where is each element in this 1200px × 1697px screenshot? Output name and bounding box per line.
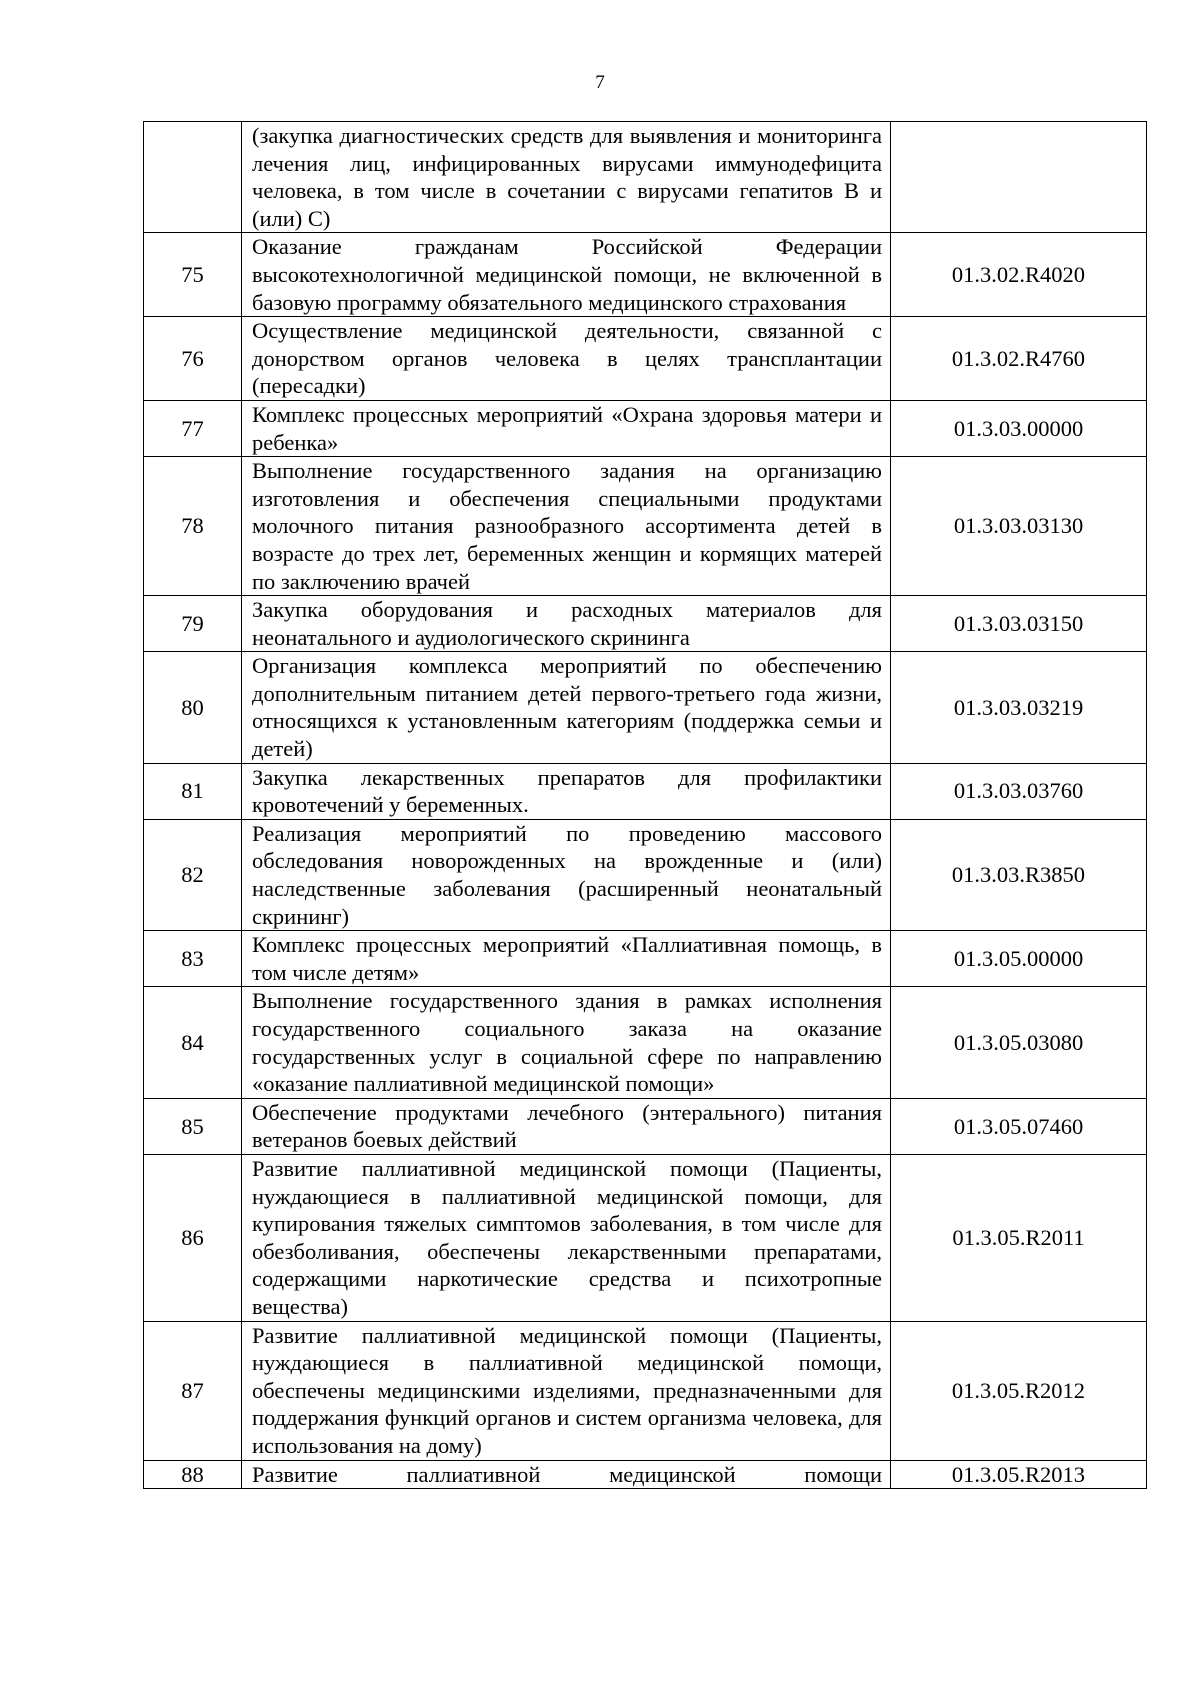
row-number: 85: [144, 1098, 242, 1154]
row-description: (закупка диагностических средств для выявления и мониторинга лечения лиц, инфицированных вирусами иммунодефицита человека, в том числе в сочетании с вирусами гепатитов В и (или) С): [242, 122, 891, 233]
table-row: [144, 931, 1147, 987]
row-description: Выполнение государственного здания в рамках исполнения государственного социального заказа на оказание государственных услуг в социальной сфере по направлению «оказание паллиативной медицинской помощи»: [242, 987, 891, 1098]
row-code: [891, 122, 1147, 233]
table-row: [144, 317, 1147, 401]
table-body: [144, 122, 1147, 1489]
row-code: 01.3.03.00000: [891, 400, 1147, 456]
table-row: [144, 596, 1147, 652]
table-row: [144, 1154, 1147, 1321]
row-description: Развитие паллиативной медицинской помощи (Пациенты, нуждающиеся в паллиативной медицинской помощи, для купирования тяжелых симптомов заболевания, в том числе для обезболивания, обеспечены лекарственными препаратами, содержащими наркотические средства и психотропные вещества): [242, 1154, 891, 1321]
table-row: [144, 763, 1147, 819]
row-description: Выполнение государственного задания на организацию изготовления и обеспечения специальными продуктами молочного питания разнообразного ассортимента детей в возрасте до трех лет, беременных женщин и кормящих матерей по заключению врачей: [242, 457, 891, 596]
table-row: [144, 819, 1147, 930]
row-description: Оказание гражданам Российской Федерации высокотехнологичной медицинской помощи, не включенной в базовую программу обязательного медицинского страхования: [242, 233, 891, 317]
row-number: 87: [144, 1321, 242, 1460]
row-number: 77: [144, 400, 242, 456]
table-row: [144, 400, 1147, 456]
row-code: 01.3.05.00000: [891, 931, 1147, 987]
row-code: 01.3.05.07460: [891, 1098, 1147, 1154]
page-number: 7: [595, 72, 605, 93]
row-description: Закупка лекарственных препаратов для профилактики кровотечений у беременных.: [242, 763, 891, 819]
row-code: 01.3.03.03150: [891, 596, 1147, 652]
row-code: 01.3.03.03219: [891, 652, 1147, 763]
row-code: 01.3.03.03130: [891, 457, 1147, 596]
row-number: 81: [144, 763, 242, 819]
row-code: 01.3.05.03080: [891, 987, 1147, 1098]
table-row: [144, 1321, 1147, 1460]
row-description: Организация комплекса мероприятий по обеспечению дополнительным питанием детей первого-третьего года жизни, относящихся к установленным категориям (поддержка семьи и детей): [242, 652, 891, 763]
table-row: [144, 652, 1147, 763]
row-code: 01.3.03.03760: [891, 763, 1147, 819]
table-row: [144, 233, 1147, 317]
table-row: [144, 122, 1147, 233]
measures-table: [143, 121, 1147, 1489]
row-code: 01.3.03.R3850: [891, 819, 1147, 930]
row-code: 01.3.02.R4760: [891, 317, 1147, 401]
table-row: [144, 457, 1147, 596]
row-number: 83: [144, 931, 242, 987]
row-code: 01.3.05.R2012: [891, 1321, 1147, 1460]
row-description: Реализация мероприятий по проведению массового обследования новорожденных на врожденные и (или) наследственные заболевания (расширенный неонатальный скрининг): [242, 819, 891, 930]
row-number: 76: [144, 317, 242, 401]
row-description: Развитие паллиативной медицинской помощи (Пациенты, нуждающиеся в паллиативной медицинской помощи, обеспечены медицинскими изделиями, предназначенными для поддержания функций органов и систем организма человека, для использования на дому): [242, 1321, 891, 1460]
row-number: 86: [144, 1154, 242, 1321]
row-number: 80: [144, 652, 242, 763]
row-description: Осуществление медицинской деятельности, связанной с донорством органов человека в целях трансплантации (пересадки): [242, 317, 891, 401]
table-row: [144, 987, 1147, 1098]
row-number: 84: [144, 987, 242, 1098]
row-number: 78: [144, 457, 242, 596]
row-number: 88: [144, 1460, 242, 1489]
row-number: 82: [144, 819, 242, 930]
row-number: 79: [144, 596, 242, 652]
row-code: 01.3.05.R2011: [891, 1154, 1147, 1321]
row-description: Закупка оборудования и расходных материалов для неонатального и аудиологического скрининга: [242, 596, 891, 652]
row-number: [144, 122, 242, 233]
row-number: 75: [144, 233, 242, 317]
row-description: Комплекс процессных мероприятий «Паллиативная помощь, в том числе детям»: [242, 931, 891, 987]
table-row: [144, 1098, 1147, 1154]
row-description: Обеспечение продуктами лечебного (энтерального) питания ветеранов боевых действий: [242, 1098, 891, 1154]
row-code: 01.3.02.R4020: [891, 233, 1147, 317]
row-description: Комплекс процессных мероприятий «Охрана здоровья матери и ребенка»: [242, 400, 891, 456]
row-description: Развитие паллиативной медицинской помощи: [242, 1460, 891, 1489]
table-row: [144, 1460, 1147, 1489]
row-code: 01.3.05.R2013: [891, 1460, 1147, 1489]
